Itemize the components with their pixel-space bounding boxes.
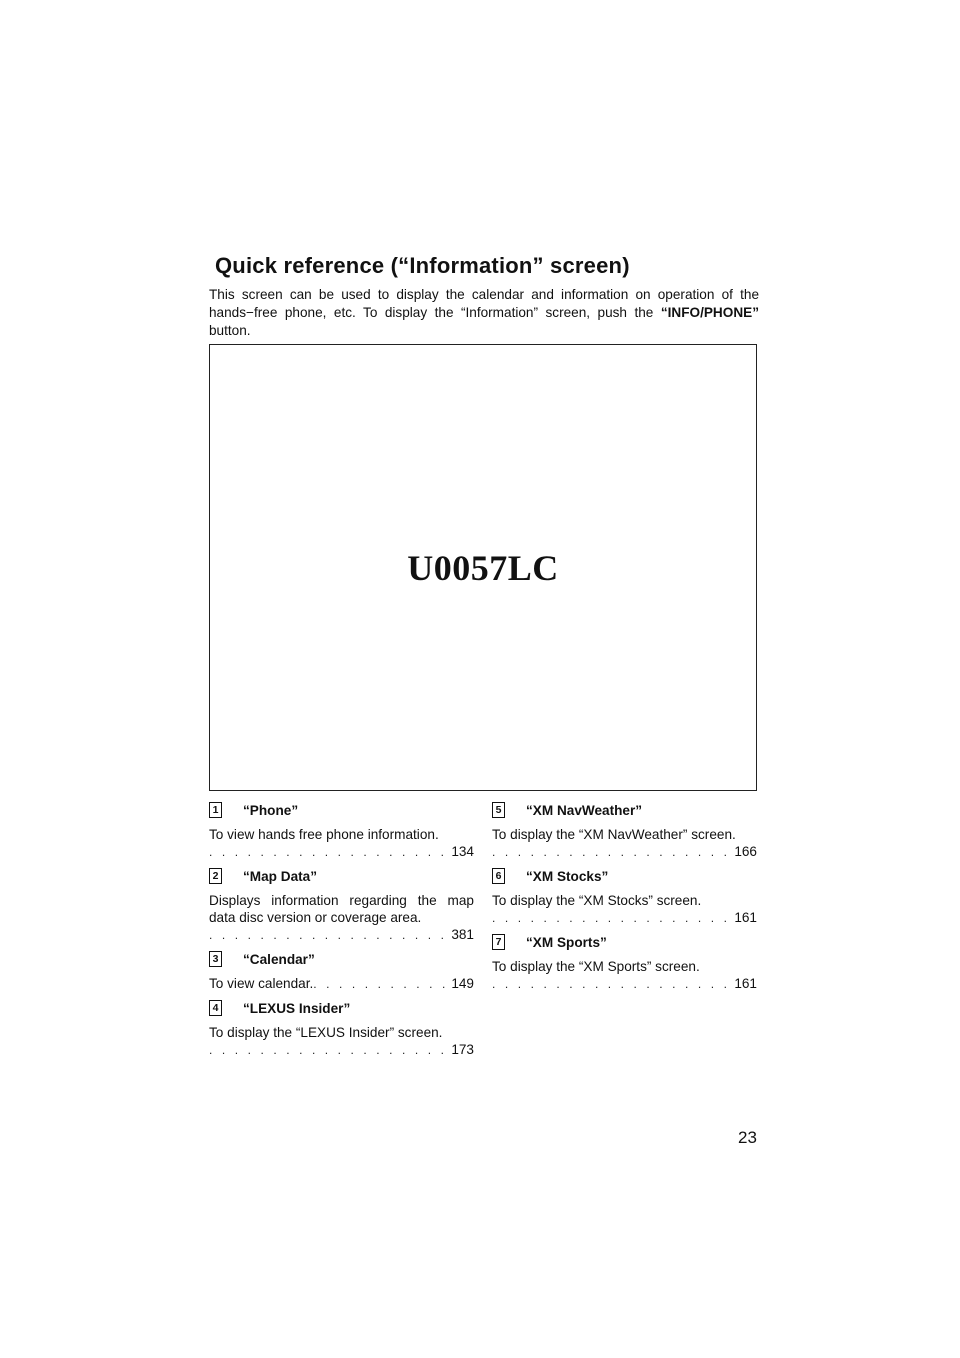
item-number-badge: 7 bbox=[492, 934, 505, 950]
page-number-link[interactable]: 166 bbox=[734, 844, 757, 859]
page-reference bbox=[492, 975, 757, 992]
item-description: To display the “XM Sports” screen. bbox=[492, 959, 700, 974]
dot-leader bbox=[492, 976, 728, 993]
intro-text-before: This screen can be used to display the calendar and information on operation of the hands−free phone, etc. To display the “Information” screen, push the bbox=[209, 287, 759, 320]
item-inline-description: To view calendar. bbox=[209, 976, 314, 991]
reference-item-head bbox=[209, 800, 474, 820]
page-number-link[interactable]: 149 bbox=[451, 976, 474, 991]
item-description: To display the “LEXUS Insider” screen. bbox=[209, 1025, 443, 1040]
reference-item-xm-sports bbox=[492, 932, 757, 992]
page-title: Quick reference (“Information” screen) bbox=[215, 253, 630, 278]
figure-code: U0057LC bbox=[407, 547, 559, 588]
page-number-link[interactable]: 134 bbox=[451, 844, 474, 859]
reference-item-head bbox=[209, 866, 474, 886]
page-reference bbox=[492, 909, 757, 926]
page-number-link[interactable]: 161 bbox=[734, 976, 757, 991]
item-description: To view hands free phone information. bbox=[209, 827, 439, 842]
item-label: “XM Sports” bbox=[526, 934, 607, 950]
reference-list-right bbox=[492, 800, 757, 998]
dot-leader bbox=[209, 927, 445, 944]
item-label: “LEXUS Insider” bbox=[243, 1000, 351, 1016]
intro-paragraph bbox=[209, 286, 759, 340]
reference-item-head bbox=[209, 949, 474, 969]
info-phone-button-name: “INFO/PHONE” bbox=[660, 305, 759, 320]
reference-item-lexus-insider bbox=[209, 998, 474, 1058]
page-reference bbox=[209, 975, 474, 992]
dot-leader bbox=[313, 976, 445, 993]
dot-leader bbox=[492, 844, 728, 861]
reference-item-head bbox=[492, 932, 757, 952]
reference-item-phone bbox=[209, 800, 474, 860]
dot-leader bbox=[492, 910, 728, 927]
item-number-badge: 5 bbox=[492, 802, 505, 818]
item-number-badge: 6 bbox=[492, 868, 505, 884]
intro-text-after: button. bbox=[209, 323, 251, 338]
item-label: “Phone” bbox=[243, 802, 299, 818]
page-reference bbox=[209, 843, 474, 860]
reference-item-map-data bbox=[209, 866, 474, 943]
dot-leader bbox=[209, 844, 445, 861]
page-number-link[interactable]: 161 bbox=[734, 910, 757, 925]
item-description: To display the “XM NavWeather” screen. bbox=[492, 827, 736, 842]
item-number-badge: 4 bbox=[209, 1000, 222, 1016]
page-reference bbox=[209, 926, 474, 943]
item-label: “Calendar” bbox=[243, 951, 315, 967]
item-label: “XM NavWeather” bbox=[526, 802, 643, 818]
item-number-badge: 1 bbox=[209, 802, 222, 818]
reference-list-left bbox=[209, 800, 474, 1064]
item-number-badge: 2 bbox=[209, 868, 222, 884]
reference-item-calendar bbox=[209, 949, 474, 992]
reference-item-head bbox=[209, 998, 474, 1018]
page-number-link[interactable]: 173 bbox=[451, 1042, 474, 1057]
reference-item-xm-stocks bbox=[492, 866, 757, 926]
reference-item-xm-navweather bbox=[492, 800, 757, 860]
dot-leader bbox=[209, 1042, 445, 1059]
page-reference bbox=[209, 1041, 474, 1058]
item-description: To display the “XM Stocks” screen. bbox=[492, 893, 702, 908]
reference-item-head bbox=[492, 866, 757, 886]
reference-item-head bbox=[492, 800, 757, 820]
item-label: “XM Stocks” bbox=[526, 868, 609, 884]
page-number: 23 bbox=[738, 1128, 757, 1147]
item-number-badge: 3 bbox=[209, 951, 222, 967]
page-reference bbox=[492, 843, 757, 860]
page-number-link[interactable]: 381 bbox=[451, 927, 474, 942]
screen-illustration bbox=[209, 344, 757, 791]
item-description: Displays information regarding the map data disc version or coverage area. bbox=[209, 893, 474, 925]
item-label: “Map Data” bbox=[243, 868, 318, 884]
